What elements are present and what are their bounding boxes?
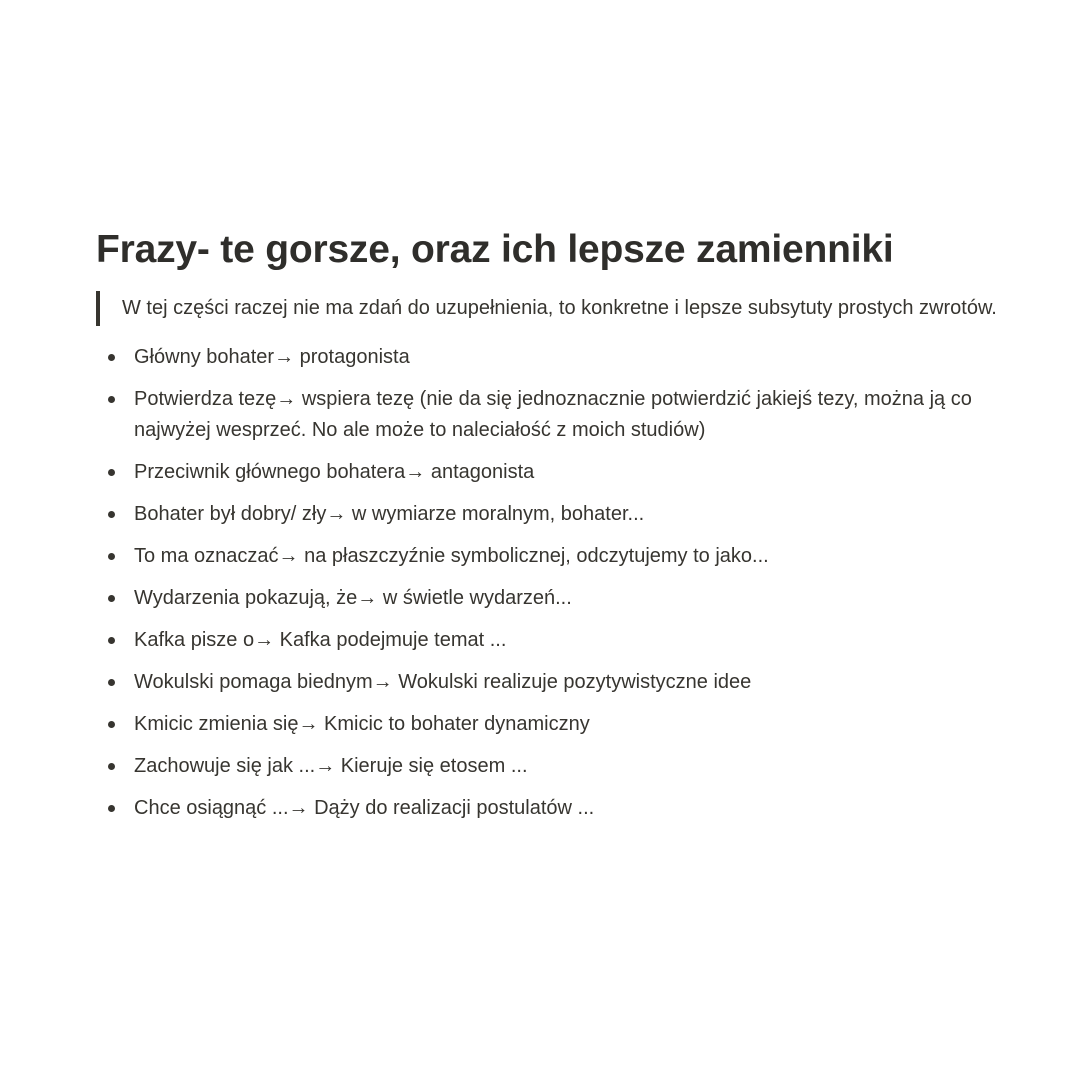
bullet-icon: [108, 679, 115, 686]
list-item: [96, 499, 1016, 530]
list-item-text: Chce osiągnąć ...→ Dąży do realizacji postulatów ...: [134, 797, 595, 819]
list-item-text: Główny bohater→ protagonista: [134, 346, 410, 368]
quote-text: W tej części raczej nie ma zdań do uzupełnienia, to konkretne i lepsze subsytuty prostych zwrotów.: [122, 297, 997, 319]
list-item-text: Potwierdza tezę→ wspiera tezę (nie da się jednoznacznie potwierdzić jakiejś tezy, można ją co najwyżej wesprzeć. No ale może to naleciałość z moich studiów): [134, 388, 972, 441]
list-item: [96, 793, 1016, 824]
list-item-text: Przeciwnik głównego bohatera→ antagonista: [134, 461, 535, 483]
document-page: [96, 224, 1016, 835]
list-item-text: Kmicic zmienia się→ Kmicic to bohater dynamiczny: [134, 713, 590, 735]
list-item-text: Kafka pisze o→ Kafka podejmuje temat ...: [134, 629, 507, 651]
list-item: [96, 384, 1016, 446]
bullet-icon: [108, 511, 115, 518]
list-item-text: Bohater był dobry/ zły→ w wymiarze moralnym, bohater...: [134, 503, 645, 525]
list-item: [96, 751, 1016, 782]
list-item: [96, 625, 1016, 656]
bullet-icon: [108, 805, 115, 812]
bullet-icon: [108, 553, 115, 560]
bullet-icon: [108, 396, 115, 403]
list-item: [96, 342, 1016, 373]
list-item-text: Zachowuje się jak ...→ Kieruje się etosem ...: [134, 755, 528, 777]
list-item: [96, 541, 1016, 572]
bullet-icon: [108, 763, 115, 770]
bullet-icon: [108, 469, 115, 476]
list-item-text: Wokulski pomaga biednym→ Wokulski realizuje pozytywistyczne idee: [134, 671, 752, 693]
phrase-list: [96, 342, 1016, 824]
list-item-text: Wydarzenia pokazują, że→ w świetle wydarzeń...: [134, 587, 572, 609]
bullet-icon: [108, 595, 115, 602]
list-item: [96, 709, 1016, 740]
list-item-text: To ma oznaczać→ na płaszczyźnie symbolicznej, odczytujemy to jako...: [134, 545, 769, 567]
list-item: [96, 667, 1016, 698]
bullet-icon: [108, 721, 115, 728]
bullet-icon: [108, 637, 115, 644]
page-title: Frazy- te gorsze, oraz ich lepsze zamienniki: [96, 228, 894, 271]
list-item: [96, 583, 1016, 614]
list-item: [96, 457, 1016, 488]
quote-block: [96, 291, 1016, 326]
bullet-icon: [108, 354, 115, 361]
